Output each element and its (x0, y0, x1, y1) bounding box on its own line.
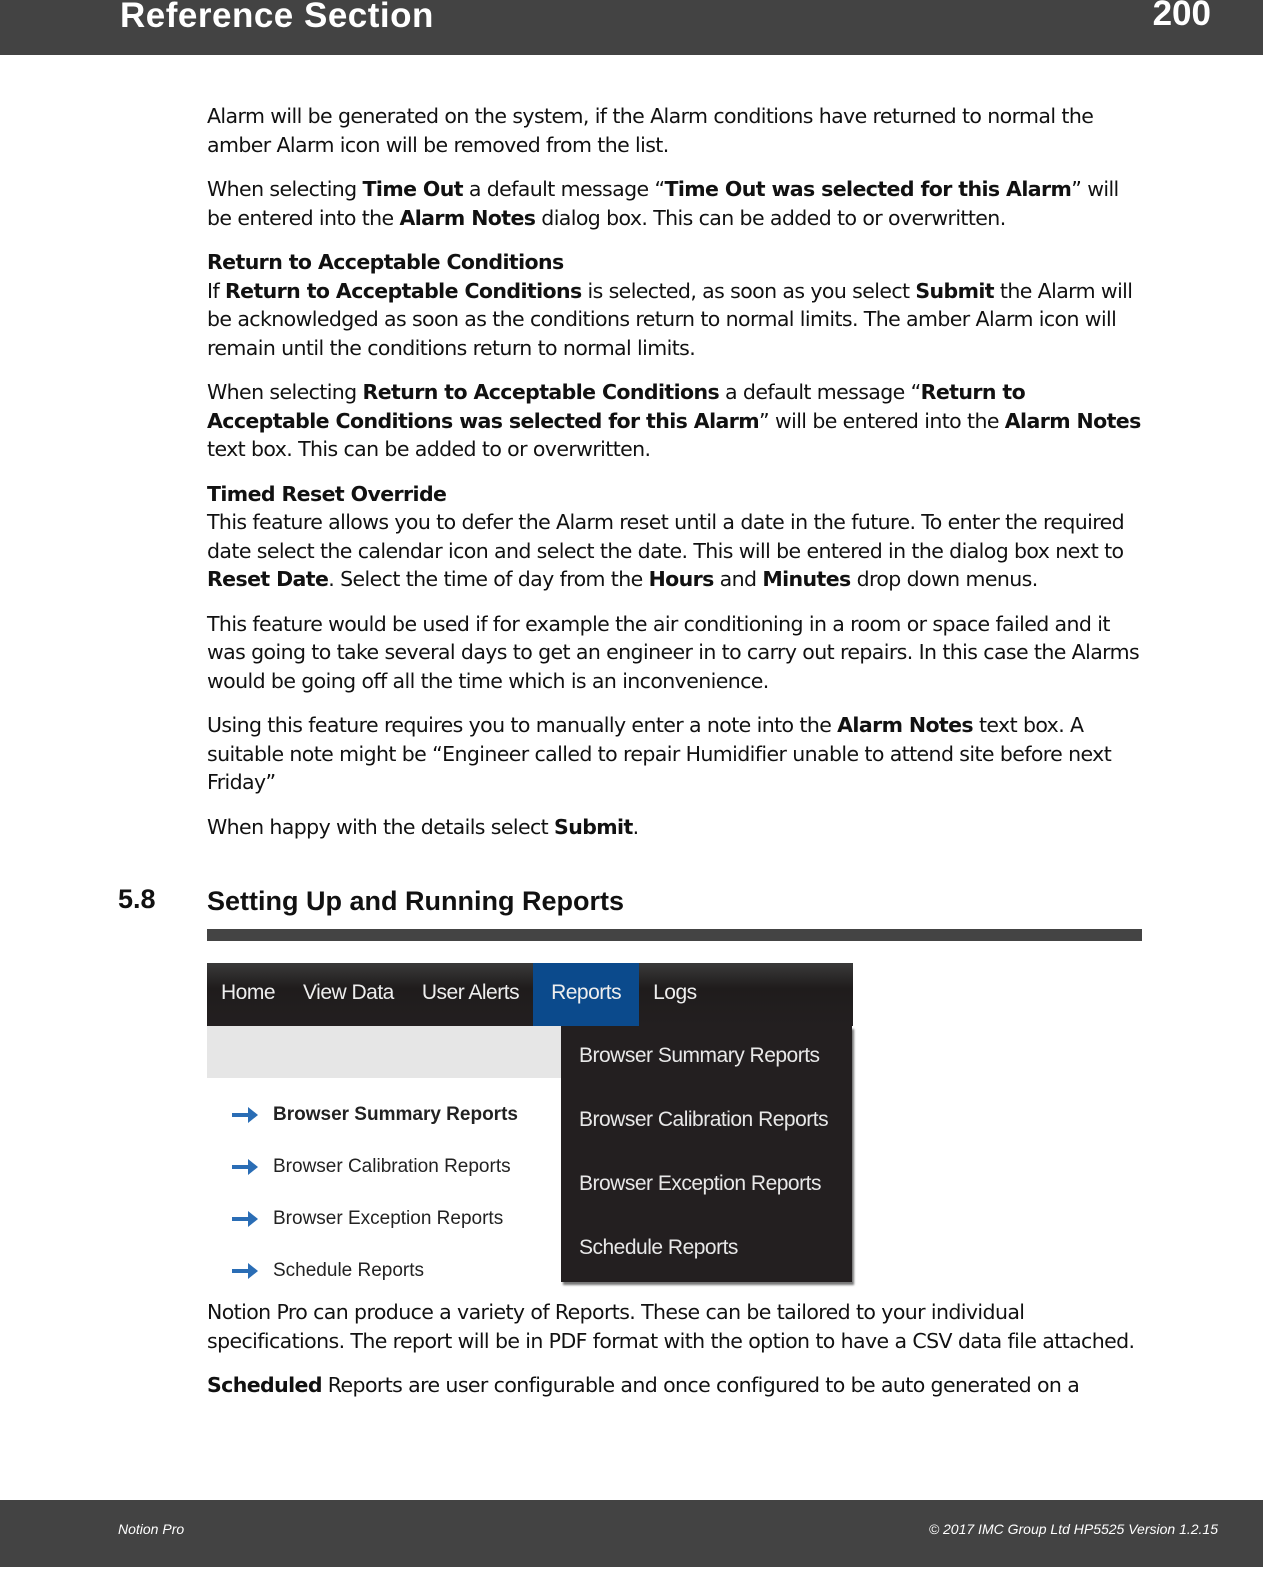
report-link-label: Browser Calibration Reports (273, 1156, 511, 1177)
bold-text: Return to Acceptable Conditions was selected for this Alarm (207, 380, 1026, 433)
footer-product: Notion Pro (118, 1521, 185, 1537)
arrow-right-icon (231, 1105, 259, 1125)
text-run: ” will be entered into the (759, 408, 1005, 433)
text-run: When selecting (207, 177, 363, 201)
text-run: drop down menus. (850, 567, 1038, 591)
text-run: This feature allows you to defer the Alarm reset until a date in the future. To enter the required date select the calendar icon and select the date. This will be entered in the dialog box next to (207, 510, 1125, 563)
bold-text: Submit (554, 814, 633, 839)
paragraph (207, 175, 1142, 232)
paragraph (207, 1371, 1142, 1400)
text-run: . Select the time of day from the (328, 567, 649, 591)
reports-dropdown (561, 1026, 852, 1282)
text-run: ” will be entered into the (207, 177, 1119, 230)
bold-text: Alarm Notes (399, 205, 536, 230)
arrow-right-icon (231, 1261, 259, 1281)
text-run: If (207, 278, 225, 303)
bold-text: Timed Reset Override (207, 481, 447, 506)
dropdown-item-exception[interactable]: Browser Exception Reports (579, 1172, 821, 1195)
dropdown-item-schedule[interactable]: Schedule Reports (579, 1236, 738, 1259)
body-text-bottom (207, 1298, 1142, 1416)
page-banner (207, 1026, 561, 1078)
bold-text: Alarm Notes (837, 713, 974, 737)
section-number: 5.8 (118, 884, 156, 914)
page-number: 200 (1152, 0, 1211, 33)
text-run: Using this feature requires you to manually enter a note into the (207, 713, 838, 737)
report-link[interactable] (231, 1089, 518, 1141)
text-run: When happy with the details select (207, 814, 555, 839)
bold-text: Return to Acceptable Conditions (207, 250, 564, 274)
report-link[interactable] (231, 1193, 518, 1245)
text-run: and (713, 567, 763, 591)
report-link[interactable] (231, 1141, 518, 1193)
arrow-right-icon (231, 1209, 259, 1229)
bold-text: Time Out was selected for this Alarm (664, 177, 1072, 201)
paragraph (207, 813, 1142, 842)
section-rule (207, 929, 1142, 941)
bold-text: Submit (915, 278, 994, 303)
section-title: Setting Up and Running Reports (207, 886, 624, 916)
bold-text: Hours (648, 567, 714, 591)
paragraph (207, 711, 1142, 797)
report-link-label: Schedule Reports (273, 1260, 425, 1281)
bold-text: Return to Acceptable Conditions (362, 380, 720, 404)
text-run: a default message “ (462, 177, 665, 201)
bold-text: Scheduled (207, 1373, 322, 1397)
bold-text: Reset Date (207, 567, 329, 591)
tab-reports[interactable]: Reports (533, 963, 639, 1026)
bold-text: Time Out (362, 177, 463, 201)
arrow-right-icon (231, 1157, 259, 1177)
text-run: is selected, as soon as you select (581, 278, 916, 303)
paragraph (207, 248, 1142, 362)
nav-bar (207, 963, 853, 1026)
page-footer (0, 1500, 1263, 1567)
page-header (0, 0, 1263, 55)
paragraph (207, 102, 1142, 159)
text-run: . (632, 814, 639, 839)
paragraph (207, 610, 1142, 696)
paragraph (207, 1298, 1142, 1355)
tab-view-data[interactable]: View Data (303, 981, 394, 1004)
paragraph (207, 378, 1142, 464)
dropdown-item-calibration[interactable]: Browser Calibration Reports (579, 1108, 829, 1131)
bold-text: Return to Acceptable Conditions (224, 278, 582, 303)
header-title: Reference Section (120, 0, 434, 35)
bold-text: Alarm Notes (1004, 408, 1141, 433)
body-text-top (207, 102, 1142, 857)
dropdown-item-summary[interactable]: Browser Summary Reports (579, 1044, 820, 1067)
reports-menu-screenshot (207, 963, 853, 1285)
text-run: dialog box. This can be added to or overwritten. (535, 205, 1006, 230)
text-run: text box. A suitable note might be “Engineer called to repair Humidifier unable to attend site before next Friday” (207, 713, 1112, 794)
tab-user-alerts[interactable]: User Alerts (421, 981, 520, 1004)
paragraph (207, 480, 1142, 594)
tab-logs[interactable]: Logs (653, 981, 697, 1004)
report-link-label: Browser Exception Reports (273, 1208, 504, 1229)
report-link[interactable] (231, 1245, 518, 1297)
text-run: Reports are user configurable and once configured to be auto generated on a (321, 1373, 1080, 1397)
text-run: Notion Pro can produce a variety of Reports. These can be tailored to your individual specifications. The report will be in PDF format with the option to have a CSV data file attached. (207, 1300, 1135, 1353)
text-run: When selecting (207, 380, 363, 404)
text-run: Alarm will be generated on the system, if the Alarm conditions have returned to normal the amber Alarm icon will be removed from the list. (207, 104, 1094, 157)
text-run: This feature would be used if for example the air conditioning in a room or space failed and it was going to take several days to get an engineer in to carry out repairs. In this case the Alarms would be going off all the time which is an inconvenience. (207, 611, 1140, 693)
text-run: text box. This can be added to or overwritten. (207, 437, 651, 461)
text-run: a default message “ (719, 380, 921, 404)
footer-copyright: © 2017 IMC Group Ltd HP5525 Version 1.2.15 (928, 1521, 1218, 1537)
tab-home[interactable]: Home (221, 981, 276, 1004)
report-link-label: Browser Summary Reports (273, 1104, 518, 1125)
bold-text: Minutes (762, 567, 851, 591)
text-run: the Alarm will be acknowledged as soon as the conditions return to normal limits. The amber Alarm icon will remain until the conditions return to normal limits. (207, 278, 1133, 360)
report-links (231, 1101, 518, 1297)
